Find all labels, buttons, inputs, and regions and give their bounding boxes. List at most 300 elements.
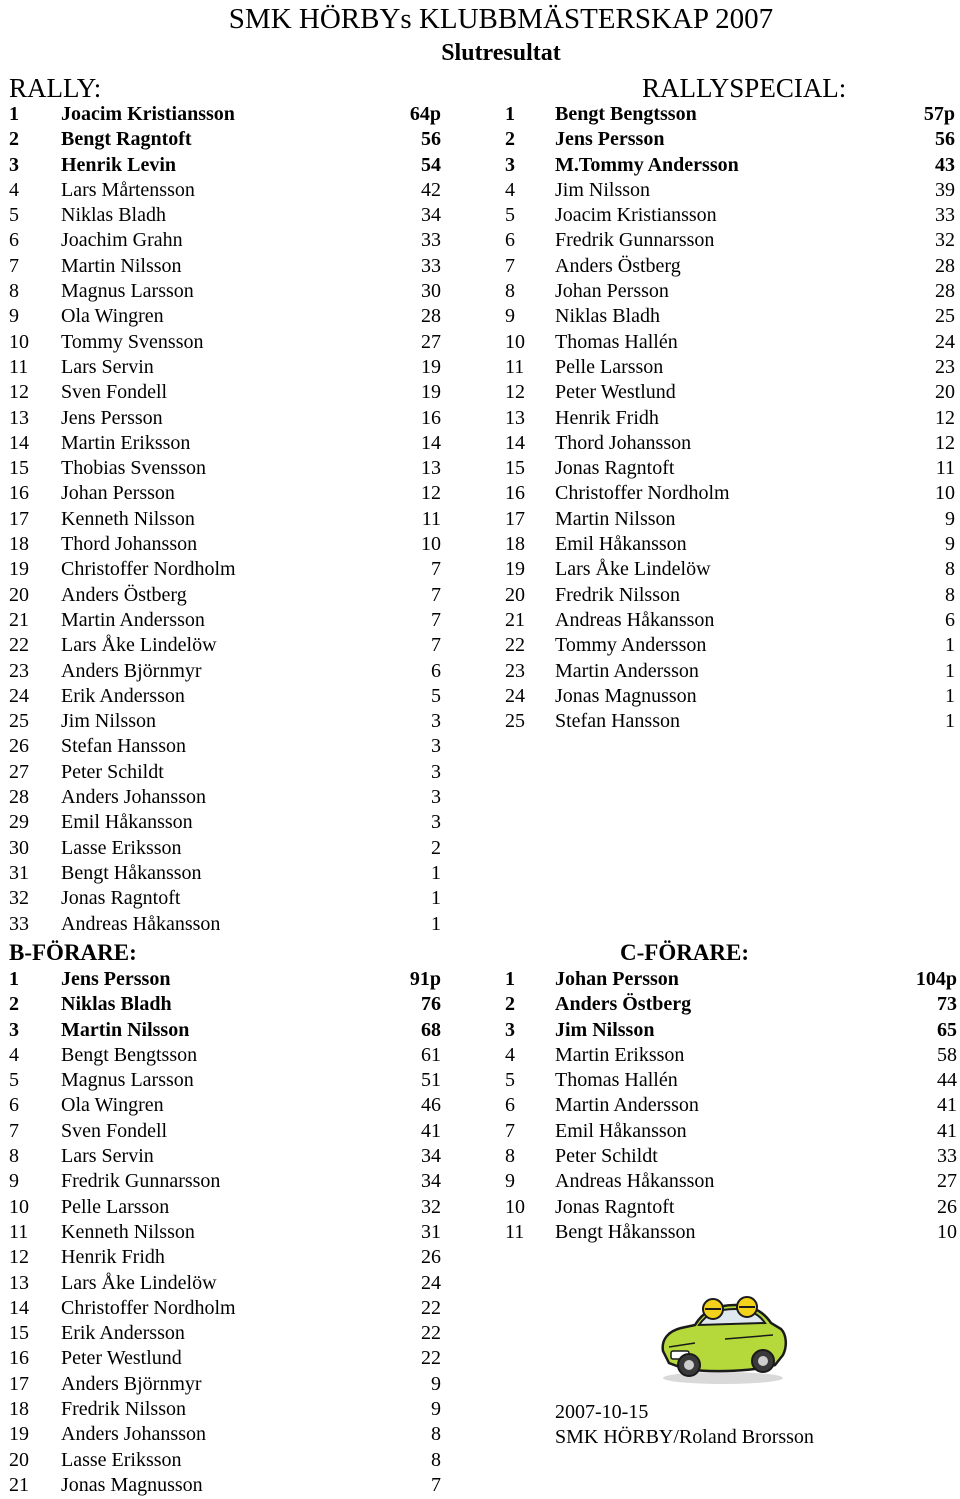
points-value: 10 <box>937 1220 957 1243</box>
driver-name: Thord Johansson <box>61 533 198 556</box>
result-row <box>505 992 957 1017</box>
page-subtitle: Slutresultat <box>441 40 561 66</box>
driver-name: Peter Westlund <box>555 381 676 404</box>
position-number: 20 <box>9 1448 29 1471</box>
points-value: 3 <box>431 760 441 783</box>
position-number: 7 <box>505 254 515 277</box>
points-value: 28 <box>421 305 441 328</box>
position-number: 11 <box>505 355 525 378</box>
points-value: 9 <box>431 1398 441 1421</box>
b-forare-heading: B-FÖRARE: <box>9 940 137 965</box>
position-number: 19 <box>9 558 29 581</box>
points-value: 19 <box>421 355 441 378</box>
position-number: 32 <box>9 887 29 910</box>
position-number: 11 <box>9 355 29 378</box>
position-number: 27 <box>9 760 29 783</box>
points-value: 3 <box>431 710 441 733</box>
position-number: 4 <box>505 1043 515 1066</box>
position-number: 5 <box>505 1069 515 1092</box>
position-number: 15 <box>505 457 525 480</box>
driver-name: Lars Mårtensson <box>61 178 195 201</box>
result-row <box>9 153 441 178</box>
position-number: 2 <box>9 128 19 151</box>
position-number: 22 <box>505 634 525 657</box>
position-number: 14 <box>505 431 525 454</box>
position-number: 18 <box>9 1398 29 1421</box>
position-number: 10 <box>505 1195 525 1218</box>
result-row <box>505 684 955 709</box>
result-row <box>9 1144 441 1169</box>
driver-name: Fredrik Nilsson <box>61 1398 186 1421</box>
driver-name: Johan Persson <box>555 280 669 303</box>
position-number: 33 <box>9 912 29 935</box>
result-row <box>505 709 955 734</box>
points-value: 32 <box>421 1195 441 1218</box>
points-value: 34 <box>421 1170 441 1193</box>
driver-name: Thord Johansson <box>555 431 692 454</box>
position-number: 1 <box>9 968 19 990</box>
position-number: 24 <box>9 684 29 707</box>
driver-name: Stefan Hansson <box>555 710 680 733</box>
result-row <box>505 203 955 228</box>
points-value: 8 <box>945 558 955 581</box>
b-forare-results-list <box>9 967 441 1498</box>
result-row <box>505 228 955 253</box>
position-number: 6 <box>9 229 19 252</box>
result-row <box>9 633 441 658</box>
position-number: 15 <box>9 457 29 480</box>
points-value: 54 <box>421 153 441 176</box>
points-value: 27 <box>421 330 441 353</box>
points-value: 1 <box>945 659 955 682</box>
driver-name: Henrik Fridh <box>61 1246 165 1269</box>
points-value: 9 <box>945 507 955 530</box>
position-number: 19 <box>505 558 525 581</box>
position-number: 1 <box>505 103 515 125</box>
points-value: 28 <box>935 280 955 303</box>
result-row <box>505 254 955 279</box>
result-row <box>505 1068 957 1093</box>
points-value: 42 <box>421 178 441 201</box>
points-value: 68 <box>421 1018 441 1041</box>
result-row <box>9 1473 441 1498</box>
position-number: 22 <box>9 634 29 657</box>
result-row <box>505 406 955 431</box>
result-row <box>9 1321 441 1346</box>
rally-results-list <box>9 102 441 937</box>
points-value: 24 <box>421 1271 441 1294</box>
position-number: 10 <box>9 330 29 353</box>
points-value: 6 <box>945 608 955 631</box>
result-row <box>505 456 955 481</box>
result-row <box>505 967 957 992</box>
points-value: 23 <box>935 355 955 378</box>
position-number: 6 <box>9 1094 19 1117</box>
result-row <box>9 330 441 355</box>
driver-name: Peter Westlund <box>61 1347 182 1370</box>
points-value: 51 <box>421 1069 441 1092</box>
result-row <box>9 1195 441 1220</box>
driver-name: Jonas Ragntoft <box>555 457 675 480</box>
points-value: 9 <box>945 533 955 556</box>
driver-name: Martin Nilsson <box>61 254 182 277</box>
position-number: 16 <box>505 482 525 505</box>
points-value: 16 <box>421 406 441 429</box>
position-number: 2 <box>9 993 19 1016</box>
position-number: 9 <box>505 1170 515 1193</box>
driver-name: Martin Eriksson <box>555 1043 685 1066</box>
position-number: 18 <box>9 533 29 556</box>
driver-name: Jonas Magnusson <box>555 684 697 707</box>
points-value: 104p <box>915 968 957 990</box>
points-value: 7 <box>431 1473 441 1496</box>
points-value: 39 <box>935 178 955 201</box>
result-row <box>9 992 441 1017</box>
position-number: 1 <box>9 103 19 125</box>
points-value: 1 <box>945 710 955 733</box>
result-row <box>505 431 955 456</box>
position-number: 3 <box>505 1018 515 1041</box>
position-number: 23 <box>505 659 525 682</box>
result-row <box>9 507 441 532</box>
result-row <box>9 1397 441 1422</box>
footer-date: 2007-10-15 <box>555 1401 649 1423</box>
c-forare-heading: C-FÖRARE: <box>620 940 750 965</box>
driver-name: Fredrik Gunnarsson <box>61 1170 221 1193</box>
driver-name: Bengt Bengtsson <box>61 1043 198 1066</box>
result-row <box>505 102 955 127</box>
result-row <box>505 1043 957 1068</box>
points-value: 11 <box>421 507 441 530</box>
result-row <box>505 1093 957 1118</box>
position-number: 21 <box>9 608 29 631</box>
position-number: 21 <box>9 1473 29 1496</box>
points-value: 46 <box>421 1094 441 1117</box>
position-number: 14 <box>9 1296 29 1319</box>
points-value: 41 <box>937 1119 957 1142</box>
driver-name: Johan Persson <box>61 482 175 505</box>
points-value: 7 <box>431 608 441 631</box>
points-value: 8 <box>945 583 955 606</box>
page-title: SMK HÖRBYs KLUBBMÄSTERSKAP 2007 <box>228 3 774 35</box>
driver-name: Kenneth Nilsson <box>61 507 195 530</box>
position-number: 25 <box>9 710 29 733</box>
points-value: 33 <box>421 254 441 277</box>
driver-name: Martin Nilsson <box>61 1018 190 1041</box>
driver-name: Andreas Håkansson <box>555 608 715 631</box>
points-value: 61 <box>421 1043 441 1066</box>
points-value: 19 <box>421 381 441 404</box>
position-number: 10 <box>505 330 525 353</box>
points-value: 22 <box>421 1322 441 1345</box>
result-row <box>9 583 441 608</box>
points-value: 1 <box>431 912 441 935</box>
points-value: 8 <box>431 1448 441 1471</box>
position-number: 8 <box>505 280 515 303</box>
driver-name: Stefan Hansson <box>61 735 186 758</box>
driver-name: Jim Nilsson <box>555 178 651 201</box>
position-number: 7 <box>9 1119 19 1142</box>
result-row <box>9 836 441 861</box>
position-number: 8 <box>9 1145 19 1168</box>
driver-name: Pelle Larsson <box>61 1195 170 1218</box>
position-number: 20 <box>505 583 525 606</box>
points-value: 76 <box>421 993 441 1016</box>
driver-name: Sven Fondell <box>61 381 168 404</box>
position-number: 10 <box>9 1195 29 1218</box>
result-row <box>505 583 955 608</box>
result-row <box>505 380 955 405</box>
points-value: 22 <box>421 1347 441 1370</box>
points-value: 28 <box>935 254 955 277</box>
driver-name: Peter Schildt <box>555 1145 658 1168</box>
driver-name: Niklas Bladh <box>555 305 660 328</box>
result-row <box>9 406 441 431</box>
driver-name: Martin Andersson <box>555 1094 699 1117</box>
result-row <box>9 709 441 734</box>
points-value: 31 <box>421 1220 441 1243</box>
driver-name: Magnus Larsson <box>61 280 194 303</box>
driver-name: M.Tommy Andersson <box>555 153 739 176</box>
position-number: 31 <box>9 861 29 884</box>
rally-car-illustration <box>655 1281 790 1386</box>
driver-name: Peter Schildt <box>61 760 164 783</box>
driver-name: Christoffer Nordholm <box>61 558 236 581</box>
position-number: 20 <box>9 583 29 606</box>
driver-name: Niklas Bladh <box>61 204 166 227</box>
result-row <box>9 203 441 228</box>
driver-name: Thomas Hallén <box>555 330 678 353</box>
driver-name: Christoffer Nordholm <box>61 1296 236 1319</box>
position-number: 11 <box>505 1220 525 1243</box>
result-row <box>505 330 955 355</box>
points-value: 32 <box>935 229 955 252</box>
c-forare-results-list <box>505 967 957 1245</box>
driver-name: Bengt Håkansson <box>61 861 202 884</box>
points-value: 3 <box>431 786 441 809</box>
driver-name: Emil Håkansson <box>555 533 687 556</box>
result-row <box>505 1169 957 1194</box>
points-value: 7 <box>431 634 441 657</box>
driver-name: Lasse Eriksson <box>61 836 182 859</box>
points-value: 27 <box>937 1170 957 1193</box>
position-number: 18 <box>505 533 525 556</box>
points-value: 57p <box>923 103 955 125</box>
driver-name: Anders Östberg <box>61 583 187 606</box>
result-row <box>505 127 955 152</box>
points-value: 1 <box>431 887 441 910</box>
footer-author: SMK HÖRBY/Roland Brorsson <box>555 1426 814 1448</box>
result-row <box>9 279 441 304</box>
position-number: 16 <box>9 1347 29 1370</box>
points-value: 11 <box>935 457 955 480</box>
position-number: 5 <box>9 1069 19 1092</box>
points-value: 8 <box>431 1423 441 1446</box>
result-row <box>9 734 441 759</box>
result-row <box>9 1422 441 1447</box>
points-value: 24 <box>935 330 955 353</box>
points-value: 10 <box>935 482 955 505</box>
position-number: 28 <box>9 786 29 809</box>
position-number: 13 <box>9 1271 29 1294</box>
result-row <box>505 557 955 582</box>
driver-name: Martin Andersson <box>61 608 205 631</box>
driver-name: Thobias Svensson <box>61 457 206 480</box>
position-number: 26 <box>9 735 29 758</box>
points-value: 44 <box>937 1069 957 1092</box>
result-row <box>9 1296 441 1321</box>
driver-name: Jonas Ragntoft <box>61 887 181 910</box>
result-row <box>505 1144 957 1169</box>
driver-name: Erik Andersson <box>61 684 185 707</box>
driver-name: Anders Björnmyr <box>61 1372 202 1395</box>
driver-name: Ola Wingren <box>61 305 164 328</box>
result-row <box>505 355 955 380</box>
position-number: 29 <box>9 811 29 834</box>
points-value: 34 <box>421 204 441 227</box>
driver-name: Lars Servin <box>61 355 154 378</box>
driver-name: Magnus Larsson <box>61 1069 194 1092</box>
driver-name: Lasse Eriksson <box>61 1448 182 1471</box>
position-number: 17 <box>9 507 29 530</box>
result-row <box>9 102 441 127</box>
points-value: 91p <box>409 968 441 990</box>
points-value: 12 <box>935 406 955 429</box>
driver-name: Fredrik Nilsson <box>555 583 680 606</box>
position-number: 8 <box>505 1145 515 1168</box>
points-value: 13 <box>421 457 441 480</box>
result-row <box>9 254 441 279</box>
position-number: 7 <box>9 254 19 277</box>
points-value: 25 <box>935 305 955 328</box>
position-number: 25 <box>505 710 525 733</box>
position-number: 9 <box>9 1170 19 1193</box>
points-value: 41 <box>421 1119 441 1142</box>
points-value: 3 <box>431 811 441 834</box>
driver-name: Tommy Andersson <box>555 634 707 657</box>
result-row <box>9 481 441 506</box>
result-row <box>9 810 441 835</box>
position-number: 4 <box>505 178 515 201</box>
result-row <box>505 608 955 633</box>
rally-heading: RALLY: <box>9 73 102 103</box>
result-row <box>9 1245 441 1270</box>
driver-name: Johan Persson <box>555 968 679 990</box>
points-value: 1 <box>431 861 441 884</box>
result-row <box>9 1169 441 1194</box>
driver-name: Anders Björnmyr <box>61 659 202 682</box>
result-row <box>9 785 441 810</box>
driver-name: Emil Håkansson <box>555 1119 687 1142</box>
driver-name: Joacim Kristiansson <box>61 103 235 125</box>
points-value: 26 <box>937 1195 957 1218</box>
driver-name: Joacim Kristiansson <box>555 204 717 227</box>
driver-name: Lars Servin <box>61 1145 154 1168</box>
driver-name: Sven Fondell <box>61 1119 168 1142</box>
result-row <box>9 228 441 253</box>
points-value: 64p <box>409 103 441 125</box>
driver-name: Anders Johansson <box>61 1423 206 1446</box>
result-row <box>505 153 955 178</box>
rallyspecial-heading: RALLYSPECIAL: <box>642 73 847 103</box>
driver-name: Pelle Larsson <box>555 355 664 378</box>
result-row <box>9 1119 441 1144</box>
points-value: 10 <box>421 533 441 556</box>
points-value: 22 <box>421 1296 441 1319</box>
position-number: 12 <box>505 381 525 404</box>
result-row <box>505 633 955 658</box>
position-number: 2 <box>505 993 515 1016</box>
points-value: 26 <box>421 1246 441 1269</box>
position-number: 14 <box>9 431 29 454</box>
result-row <box>9 380 441 405</box>
position-number: 4 <box>9 1043 19 1066</box>
position-number: 3 <box>505 153 515 176</box>
result-row <box>9 1271 441 1296</box>
position-number: 13 <box>9 406 29 429</box>
result-row <box>9 1018 441 1043</box>
rallyspecial-results-list <box>505 102 955 734</box>
driver-name: Ola Wingren <box>61 1094 164 1117</box>
driver-name: Lars Åke Lindelöw <box>61 634 217 657</box>
position-number: 19 <box>9 1423 29 1446</box>
position-number: 2 <box>505 128 515 151</box>
result-row <box>505 1119 957 1144</box>
result-row <box>9 1448 441 1473</box>
position-number: 12 <box>9 381 29 404</box>
result-row <box>505 1195 957 1220</box>
position-number: 13 <box>505 406 525 429</box>
points-value: 1 <box>945 684 955 707</box>
result-row <box>9 967 441 992</box>
position-number: 17 <box>9 1372 29 1395</box>
result-row <box>9 1220 441 1245</box>
driver-name: Bengt Ragntoft <box>61 128 192 151</box>
driver-name: Andreas Håkansson <box>61 912 221 935</box>
driver-name: Emil Håkansson <box>61 811 193 834</box>
driver-name: Jim Nilsson <box>61 710 157 733</box>
result-row <box>9 659 441 684</box>
result-row <box>9 1093 441 1118</box>
driver-name: Thomas Hallén <box>555 1069 678 1092</box>
driver-name: Tommy Svensson <box>61 330 204 353</box>
driver-name: Andreas Håkansson <box>555 1170 715 1193</box>
points-value: 1 <box>945 634 955 657</box>
result-row <box>9 760 441 785</box>
position-number: 21 <box>505 608 525 631</box>
points-value: 9 <box>431 1372 441 1395</box>
result-row <box>9 178 441 203</box>
driver-name: Jens Persson <box>555 128 665 151</box>
points-value: 14 <box>421 431 441 454</box>
points-value: 33 <box>935 204 955 227</box>
driver-name: Jens Persson <box>61 406 163 429</box>
result-row <box>9 1346 441 1371</box>
points-value: 5 <box>431 684 441 707</box>
result-row <box>505 481 955 506</box>
points-value: 58 <box>937 1043 957 1066</box>
result-row <box>9 127 441 152</box>
position-number: 6 <box>505 1094 515 1117</box>
position-number: 17 <box>505 507 525 530</box>
driver-name: Joachim Grahn <box>61 229 183 252</box>
result-row <box>9 431 441 456</box>
position-number: 9 <box>9 305 19 328</box>
driver-name: Bengt Bengtsson <box>555 103 697 125</box>
result-row <box>9 304 441 329</box>
points-value: 12 <box>935 431 955 454</box>
position-number: 23 <box>9 659 29 682</box>
